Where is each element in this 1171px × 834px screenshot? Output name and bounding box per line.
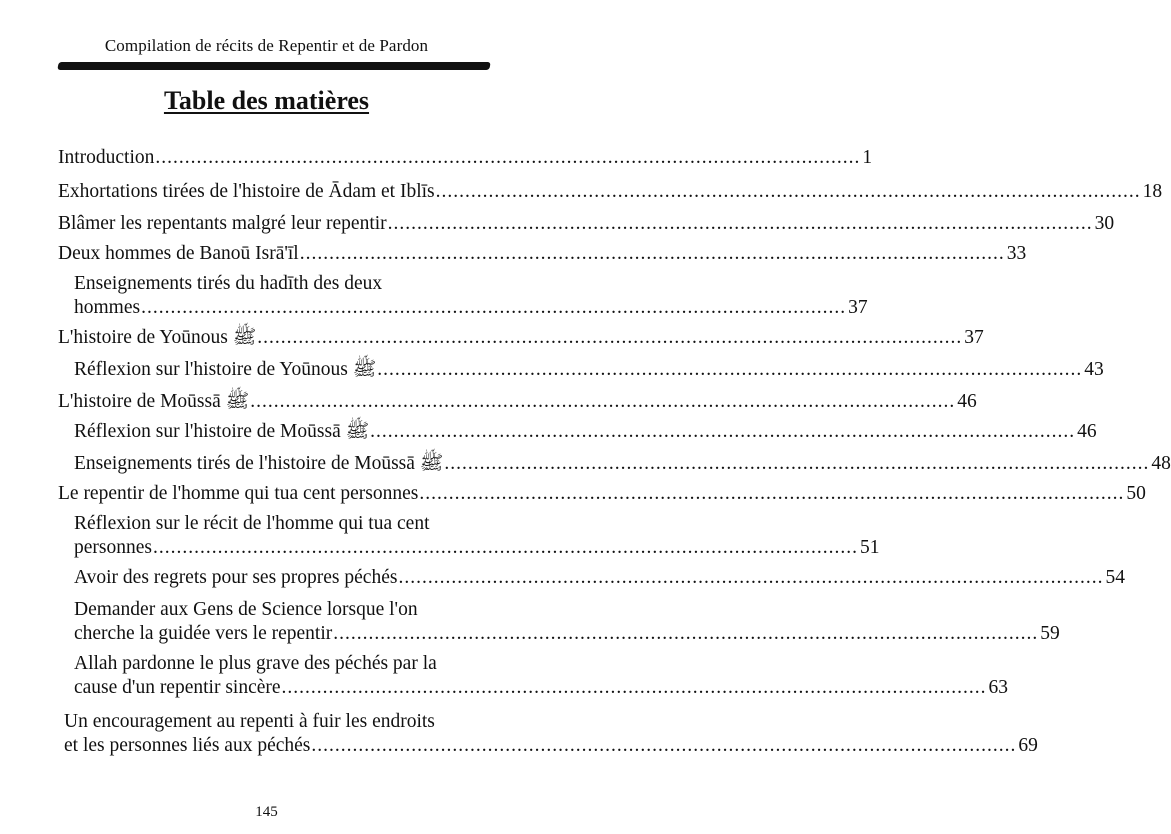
leader-dots: ........................................................................................................................ bbox=[333, 623, 1039, 644]
running-header: Compilation de récits de Repentir et de Pardon bbox=[104, 36, 429, 55]
toc-entry-title: Exhortations tirées de l'histoire de Ādam et Iblīs bbox=[58, 181, 435, 202]
toc-entry-page: 30 bbox=[1094, 213, 1115, 234]
toc-entry-page: 69 bbox=[1018, 735, 1038, 756]
toc-entry bbox=[58, 180, 1163, 204]
toc-entry-title-line1: Un encouragement au repenti à fuir les endroits bbox=[64, 711, 435, 732]
toc-entry bbox=[74, 512, 880, 560]
toc-entry-title-line2: et les personnes liés aux péchés bbox=[64, 735, 311, 756]
toc-entry-page: 51 bbox=[859, 537, 880, 558]
toc-entry bbox=[58, 390, 977, 414]
toc-entry-title-line1: Enseignements tirés du hadīth des deux bbox=[74, 273, 383, 294]
toc-entry-title-line1: Allah pardonne le plus grave des péchés par la bbox=[74, 653, 437, 674]
toc-entry bbox=[58, 242, 1027, 266]
toc-entry bbox=[58, 212, 1115, 236]
toc-entry bbox=[74, 598, 1060, 646]
toc-entry-page: 37 bbox=[848, 297, 868, 318]
leader-dots: ........................................................................................................................ bbox=[435, 181, 1141, 202]
leader-dots: ........................................................................................................................ bbox=[299, 243, 1005, 264]
toc-entry-title: L'histoire de Moūssā ﷺ bbox=[58, 391, 250, 412]
toc-entry-title-line2: hommes bbox=[74, 297, 141, 318]
toc-entry bbox=[74, 566, 1125, 590]
leader-dots: ........................................................................................................................ bbox=[377, 359, 1083, 380]
leader-dots: ........................................................................................................................ bbox=[281, 677, 987, 698]
toc-entry-page: 48 bbox=[1151, 453, 1171, 474]
toc-entry-page: 59 bbox=[1040, 623, 1060, 644]
leader-dots: ........................................................................................................................ bbox=[155, 147, 861, 168]
page-title: Table des matières bbox=[163, 86, 370, 115]
leader-dots: ........................................................................................................................ bbox=[141, 297, 847, 318]
toc-entry-title: L'histoire de Yoūnous ﷺ bbox=[58, 327, 257, 348]
leader-dots: ........................................................................................................................ bbox=[250, 391, 956, 412]
leader-dots: ........................................................................................................................ bbox=[311, 735, 1017, 756]
toc-entry-page: 54 bbox=[1105, 567, 1125, 588]
toc-entry bbox=[74, 358, 1104, 382]
toc-entry-title: Enseignements tirés de l'histoire de Moūssā ﷺ bbox=[74, 453, 444, 474]
toc-entry-title: Réflexion sur l'histoire de Moūssā ﷺ bbox=[74, 421, 370, 442]
leader-dots: ........................................................................................................................ bbox=[419, 483, 1125, 504]
toc-entry-page: 50 bbox=[1126, 483, 1146, 504]
leader-dots: ........................................................................................................................ bbox=[370, 421, 1076, 442]
page-number: 145 bbox=[255, 804, 278, 820]
toc-entry-title: Réflexion sur l'histoire de Yoūnous ﷺ bbox=[74, 359, 377, 380]
toc-entry bbox=[74, 272, 868, 320]
toc-entry bbox=[74, 652, 1009, 700]
toc-entry-title-line1: Réflexion sur le récit de l'homme qui tua cent bbox=[74, 513, 430, 534]
toc-entry-title-line1: Demander aux Gens de Science lorsque l'on bbox=[74, 599, 418, 620]
toc-entry-page: 46 bbox=[1077, 421, 1097, 442]
leader-dots: ........................................................................................................................ bbox=[444, 453, 1150, 474]
toc-entry-page: 63 bbox=[988, 677, 1009, 698]
toc-entry-title: Blâmer les repentants malgré leur repentir bbox=[58, 213, 387, 234]
toc-entry bbox=[58, 326, 984, 350]
toc-entry-page: 1 bbox=[862, 147, 873, 168]
toc-entry-page: 18 bbox=[1142, 181, 1163, 202]
toc-entry bbox=[74, 420, 1097, 444]
leader-dots: ........................................................................................................................ bbox=[387, 213, 1093, 234]
toc-entry bbox=[58, 482, 1146, 506]
toc-entry-title-line2: cause d'un repentir sincère bbox=[74, 677, 281, 698]
toc-entry-page: 37 bbox=[964, 327, 984, 348]
toc-entry-page: 33 bbox=[1006, 243, 1027, 264]
toc-entry-title-line2: personnes bbox=[74, 537, 152, 558]
leader-dots: ........................................................................................................................ bbox=[398, 567, 1104, 588]
toc-entry bbox=[58, 146, 873, 170]
toc-entry-title: Introduction bbox=[58, 147, 155, 168]
toc-entry-page: 46 bbox=[957, 391, 977, 412]
leader-dots: ........................................................................................................................ bbox=[152, 537, 858, 558]
header-rule bbox=[57, 62, 490, 70]
toc-entry bbox=[74, 452, 1171, 476]
toc-entry-title-line2: cherche la guidée vers le repentir bbox=[74, 623, 333, 644]
leader-dots: ........................................................................................................................ bbox=[257, 327, 963, 348]
toc-entry-title: Le repentir de l'homme qui tua cent personnes bbox=[58, 483, 419, 504]
toc-entry-title: Deux hommes de Banoū Isrā'īl bbox=[58, 243, 299, 264]
toc-entry-page: 43 bbox=[1084, 359, 1104, 380]
toc-entry-title: Avoir des regrets pour ses propres péchés bbox=[74, 567, 398, 588]
toc-entry bbox=[64, 710, 1038, 758]
